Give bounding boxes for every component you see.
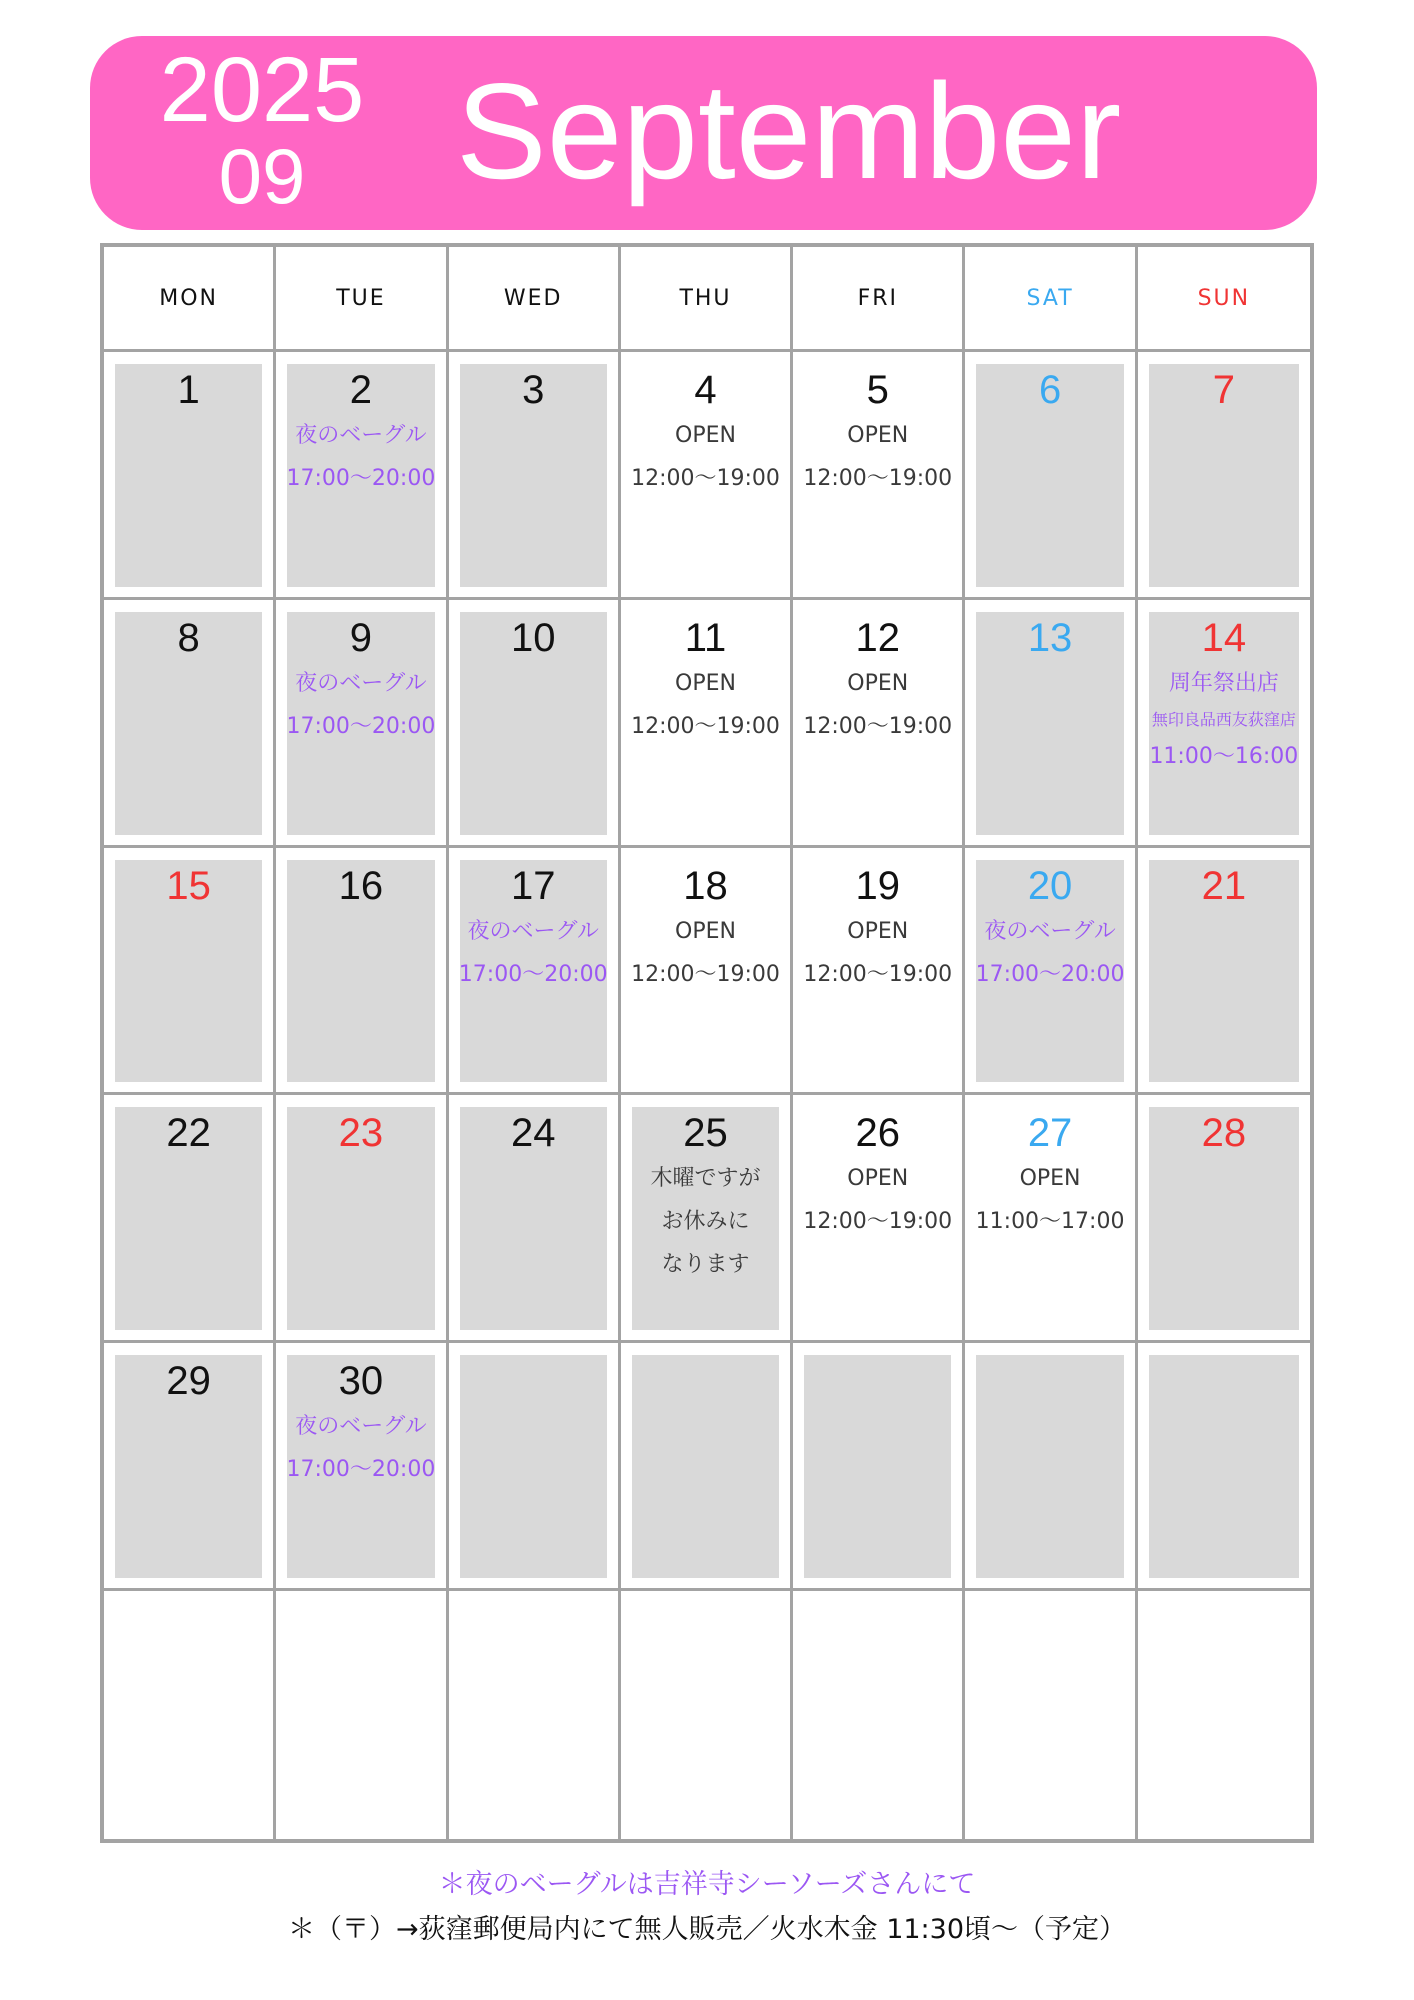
day-number: 7 bbox=[1212, 368, 1235, 412]
day-note: 12:00〜19:00 bbox=[631, 961, 780, 987]
day-content bbox=[793, 366, 962, 500]
calendar-grid bbox=[100, 243, 1314, 1843]
day-cell-2 bbox=[276, 352, 448, 600]
day-number: 5 bbox=[866, 368, 889, 412]
day-number: 22 bbox=[166, 1111, 211, 1156]
day-cell-20 bbox=[965, 848, 1137, 1096]
day-number: 27 bbox=[1027, 1111, 1073, 1156]
day-number: 4 bbox=[694, 368, 717, 412]
day-number: 6 bbox=[1038, 368, 1062, 412]
weekday-header-tue: TUE bbox=[276, 247, 448, 352]
footer-note-post-office: ＊（〒）→荻窪郵便局内にて無人販売／火水木金 11:30頃〜（予定） bbox=[287, 1914, 1126, 1945]
day-note: 夜のベーグル bbox=[295, 1414, 427, 1440]
weekday-header-sun: SUN bbox=[1138, 247, 1310, 352]
day-content bbox=[104, 1109, 273, 1157]
day-number: 29 bbox=[166, 1359, 211, 1404]
day-number: 8 bbox=[177, 615, 200, 660]
empty-cell bbox=[276, 1591, 448, 1839]
day-note: 12:00〜19:00 bbox=[803, 713, 953, 739]
year-label: 2025 bbox=[159, 39, 365, 141]
day-note: 夜のベーグル bbox=[467, 918, 599, 944]
day-cell-9 bbox=[276, 600, 448, 848]
day-content bbox=[449, 1109, 618, 1157]
day-content bbox=[449, 366, 618, 414]
day-cell-18 bbox=[621, 848, 793, 1096]
day-content bbox=[793, 862, 962, 996]
day-note: 12:00〜19:00 bbox=[803, 1209, 953, 1235]
day-note: OPEN bbox=[675, 423, 736, 448]
day-content bbox=[1138, 862, 1310, 910]
day-content bbox=[621, 366, 790, 500]
day-number: 28 bbox=[1201, 1111, 1247, 1156]
day-content bbox=[793, 1109, 962, 1243]
day-note: 夜のベーグル bbox=[295, 670, 427, 696]
day-note: OPEN bbox=[1019, 1166, 1081, 1192]
empty-cell bbox=[449, 1591, 621, 1839]
day-note: OPEN bbox=[847, 918, 909, 944]
day-note: OPEN bbox=[675, 670, 736, 696]
day-cell-14 bbox=[1138, 600, 1310, 848]
day-number: 23 bbox=[338, 1111, 384, 1156]
day-cell-10 bbox=[449, 600, 621, 848]
day-content bbox=[1138, 366, 1310, 414]
day-cell-8 bbox=[104, 600, 276, 848]
day-content bbox=[621, 1109, 790, 1286]
day-note: 周年祭出店 bbox=[1168, 670, 1279, 696]
day-cell-27 bbox=[965, 1095, 1137, 1343]
day-cell-13 bbox=[965, 600, 1137, 848]
day-cell-29 bbox=[104, 1343, 276, 1591]
footer-note-night-bagel: ＊夜のベーグルは吉祥寺シーソーズさんにて bbox=[438, 1869, 976, 1900]
day-cell-26 bbox=[793, 1095, 965, 1343]
day-cell-28 bbox=[1138, 1095, 1310, 1343]
day-note: 無印良品西友荻窪店 bbox=[1151, 709, 1296, 729]
day-number: 19 bbox=[855, 863, 901, 908]
day-note: 11:00〜16:00 bbox=[1149, 743, 1299, 769]
day-note: 17:00〜20:00 bbox=[286, 713, 436, 739]
empty-cell bbox=[793, 1591, 965, 1839]
day-content bbox=[965, 366, 1134, 414]
month-name-title: September bbox=[456, 55, 1122, 207]
day-number: 12 bbox=[855, 615, 901, 660]
empty-cell bbox=[965, 1591, 1137, 1839]
weekday-header-sat: SAT bbox=[965, 247, 1137, 352]
day-cell-11 bbox=[621, 600, 793, 848]
day-number: 30 bbox=[338, 1359, 384, 1404]
day-cell-30 bbox=[276, 1343, 448, 1591]
day-note: 夜のベーグル bbox=[984, 918, 1116, 944]
closed-day-shade bbox=[976, 1355, 1123, 1578]
day-cell-15 bbox=[104, 848, 276, 1096]
weekday-header-wed: WED bbox=[449, 247, 621, 352]
day-content bbox=[965, 1109, 1134, 1243]
day-note: 17:00〜20:00 bbox=[286, 1457, 436, 1483]
day-content bbox=[276, 614, 445, 748]
day-note: OPEN bbox=[847, 423, 909, 448]
day-content bbox=[276, 1357, 445, 1491]
day-note: 12:00〜19:00 bbox=[803, 961, 953, 987]
day-content bbox=[621, 614, 790, 748]
day-content bbox=[104, 862, 273, 910]
day-number: 20 bbox=[1027, 863, 1073, 908]
day-cell-23 bbox=[276, 1095, 448, 1343]
day-note: 12:00〜19:00 bbox=[631, 466, 780, 491]
closed-day-shade bbox=[1149, 1355, 1299, 1578]
day-content bbox=[1138, 614, 1310, 778]
day-cell-1 bbox=[104, 352, 276, 600]
day-cell-19 bbox=[793, 848, 965, 1096]
month-number-label: 09 bbox=[218, 132, 306, 220]
day-note: OPEN bbox=[847, 1166, 909, 1192]
closed-day-shade bbox=[804, 1355, 951, 1578]
day-number: 25 bbox=[683, 1111, 728, 1156]
weekday-header-fri: FRI bbox=[793, 247, 965, 352]
day-cell-25 bbox=[621, 1095, 793, 1343]
day-cell-17 bbox=[449, 848, 621, 1096]
day-note: なります bbox=[661, 1252, 750, 1278]
day-note: 11:00〜17:00 bbox=[975, 1209, 1125, 1235]
day-note: OPEN bbox=[847, 670, 909, 696]
day-number: 17 bbox=[510, 863, 556, 908]
day-number: 13 bbox=[1027, 615, 1073, 660]
closed-day-shade bbox=[460, 1355, 607, 1578]
day-content bbox=[104, 366, 273, 414]
day-cell-7 bbox=[1138, 352, 1310, 600]
day-note: 12:00〜19:00 bbox=[631, 713, 780, 739]
day-note: 木曜ですが bbox=[650, 1166, 761, 1192]
empty-cell bbox=[621, 1343, 793, 1591]
day-number: 26 bbox=[855, 1111, 901, 1156]
day-note: 17:00〜20:00 bbox=[286, 466, 436, 491]
day-number: 18 bbox=[683, 863, 728, 908]
day-number: 11 bbox=[684, 615, 727, 660]
day-cell-5 bbox=[793, 352, 965, 600]
empty-cell bbox=[1138, 1591, 1310, 1839]
day-content bbox=[965, 614, 1134, 662]
day-cell-24 bbox=[449, 1095, 621, 1343]
day-content bbox=[104, 1357, 273, 1405]
empty-cell bbox=[793, 1343, 965, 1591]
day-number: 2 bbox=[349, 368, 373, 412]
day-content bbox=[449, 614, 618, 662]
day-content bbox=[965, 862, 1134, 996]
day-cell-21 bbox=[1138, 848, 1310, 1096]
day-cell-16 bbox=[276, 848, 448, 1096]
empty-cell bbox=[449, 1343, 621, 1591]
day-number: 24 bbox=[510, 1111, 556, 1156]
day-content bbox=[1138, 1109, 1310, 1157]
day-note: OPEN bbox=[675, 918, 736, 944]
weekday-header-mon: MON bbox=[104, 247, 276, 352]
day-number: 1 bbox=[177, 368, 200, 412]
day-content bbox=[793, 614, 962, 748]
empty-cell bbox=[1138, 1343, 1310, 1591]
day-number: 15 bbox=[166, 863, 211, 908]
calendar-header bbox=[90, 36, 1317, 230]
empty-cell bbox=[621, 1591, 793, 1839]
day-content bbox=[276, 1109, 445, 1157]
day-cell-22 bbox=[104, 1095, 276, 1343]
day-cell-12 bbox=[793, 600, 965, 848]
day-content bbox=[621, 862, 790, 996]
day-number: 16 bbox=[338, 863, 384, 908]
day-note: 17:00〜20:00 bbox=[458, 961, 608, 987]
day-note: 夜のベーグル bbox=[295, 423, 427, 448]
day-note: 17:00〜20:00 bbox=[975, 961, 1125, 987]
day-note: 12:00〜19:00 bbox=[803, 466, 953, 491]
day-content bbox=[449, 862, 618, 996]
day-number: 14 bbox=[1201, 615, 1247, 660]
empty-cell bbox=[965, 1343, 1137, 1591]
day-number: 3 bbox=[522, 368, 545, 412]
day-number: 21 bbox=[1201, 863, 1247, 908]
closed-day-shade bbox=[632, 1355, 779, 1578]
empty-cell bbox=[104, 1591, 276, 1839]
day-cell-4 bbox=[621, 352, 793, 600]
day-content bbox=[276, 862, 445, 910]
weekday-header-thu: THU bbox=[621, 247, 793, 352]
day-number: 9 bbox=[349, 615, 373, 660]
day-note: お休みに bbox=[661, 1209, 750, 1235]
day-content bbox=[104, 614, 273, 662]
day-content bbox=[276, 366, 445, 500]
day-cell-6 bbox=[965, 352, 1137, 600]
day-number: 10 bbox=[510, 615, 556, 660]
day-cell-3 bbox=[449, 352, 621, 600]
